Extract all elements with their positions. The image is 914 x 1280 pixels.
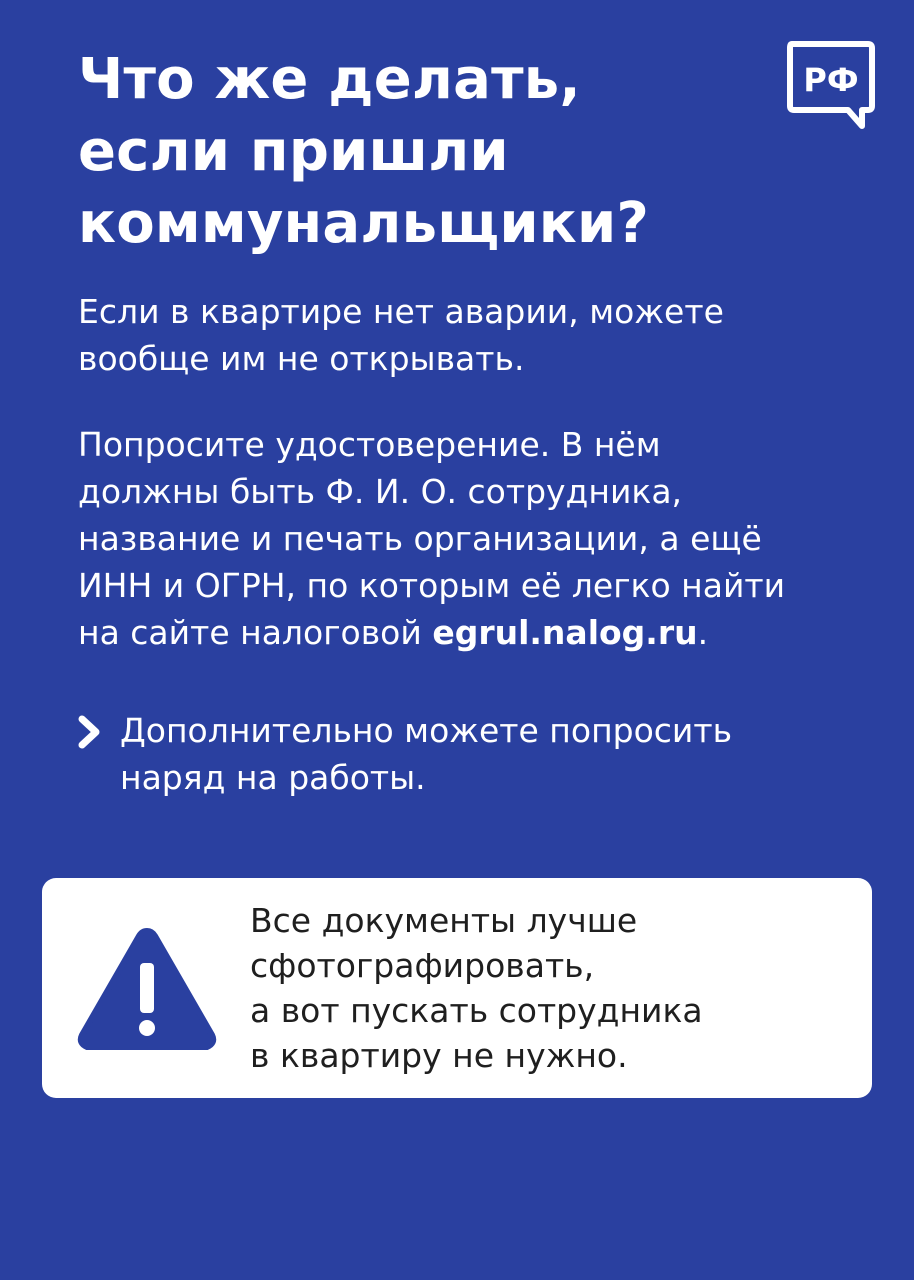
warning-box [42,878,872,1098]
paragraph-id-check [78,421,785,656]
nalog-link[interactable]: egrul.nalog.ru [432,613,698,652]
link-prefix: на сайте налоговой [78,613,433,652]
rf-logo [786,40,876,132]
paragraph-line: ИНН и ОГРН, по которым её легко найти [78,566,786,605]
note-text [120,707,732,801]
title-line: коммунальщики? [78,191,650,256]
paragraph-no-emergency [78,288,724,382]
link-suffix: . [697,613,709,652]
warning-triangle-icon [76,925,218,1053]
paragraph-line: должны быть Ф. И. О. сотрудника, [78,472,683,511]
paragraph-line: название и печать организации, а ещё [78,519,762,558]
warning-line: в квартиру не нужно. [250,1036,628,1075]
warning-text [250,898,703,1078]
note-line: наряд на работы. [120,758,426,797]
paragraph-line: Если в квартире нет аварии, можете [78,292,724,331]
paragraph-line-with-link [78,609,785,656]
title-line: Что же делать, [78,47,581,112]
warning-line: сфотографировать, [250,946,595,985]
chevron-right-icon [78,715,102,749]
warning-line: Все документы лучше [250,901,638,940]
note-line: Дополнительно можете попросить [120,711,733,750]
logo-text: РФ [803,61,859,99]
paragraph-line: вообще им не открывать. [78,339,525,378]
paragraph-line: Попросите удостоверение. В нём [78,425,661,464]
warning-line: а вот пускать сотрудника [250,991,703,1030]
title-line: если пришли [78,119,509,184]
page-title [78,44,738,260]
